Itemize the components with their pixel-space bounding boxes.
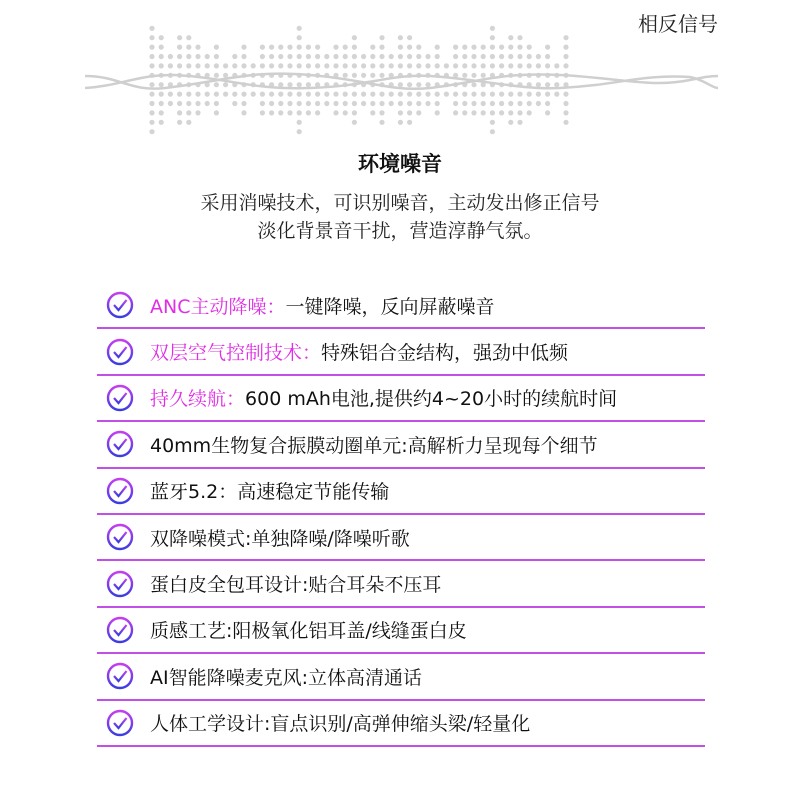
feature-item [97,422,705,468]
description-line-1: 采用消噪技术，可识别噪音，主动发出修正信号 [200,192,600,214]
feature-item [97,654,705,700]
check-circle-icon [106,338,134,366]
feature-text: 特殊铝合金结构，强劲中低频 [321,342,569,365]
feature-highlight: ANC主动降噪： [150,295,286,318]
feature-item [97,561,705,607]
feature-text: 蓝牙5.2：高速稳定节能传输 [150,481,390,504]
feature-item [97,329,705,375]
check-circle-icon [106,523,134,551]
description-line-2: 淡化背景音干扰，营造淳静气氛。 [257,220,543,242]
feature-highlight: 持久续航： [150,388,246,411]
check-circle-icon [106,477,134,505]
check-circle-icon [106,616,134,644]
check-circle-icon [106,709,134,737]
feature-item [97,701,705,747]
feature-list [97,283,705,747]
feature-text: AI智能降噪麦克风:立体高清通话 [150,666,423,689]
signal-label: 相反信号 [638,12,718,36]
sound-wave-graphic [0,0,800,140]
feature-item [97,608,705,654]
check-circle-icon [106,384,134,412]
section-title: 环境噪音 [358,152,442,176]
feature-text: 一键降噪，反向屏蔽噪音 [285,295,495,318]
check-circle-icon [106,570,134,598]
check-circle-icon [106,291,134,319]
feature-text: 人体工学设计:盲点识别/高弹伸缩头梁/轻量化 [150,713,531,736]
check-circle-icon [106,662,134,690]
feature-text: 双降噪模式:单独降噪/降噪听歌 [150,527,410,550]
feature-item [97,376,705,422]
feature-item [97,515,705,561]
feature-item [97,469,705,515]
feature-text: 600 mAh电池,提供约4~20小时的续航时间 [245,388,618,411]
feature-highlight: 双层空气控制技术： [150,342,322,365]
feature-text: 蛋白皮全包耳设计:贴合耳朵不压耳 [150,574,442,597]
feature-text: 40mm生物复合振膜动圈单元:高解析力呈现每个细节 [150,434,598,457]
feature-item [97,283,705,329]
check-circle-icon [106,430,134,458]
feature-text: 质感工艺:阳极氧化铝耳盖/线缝蛋白皮 [150,620,467,643]
